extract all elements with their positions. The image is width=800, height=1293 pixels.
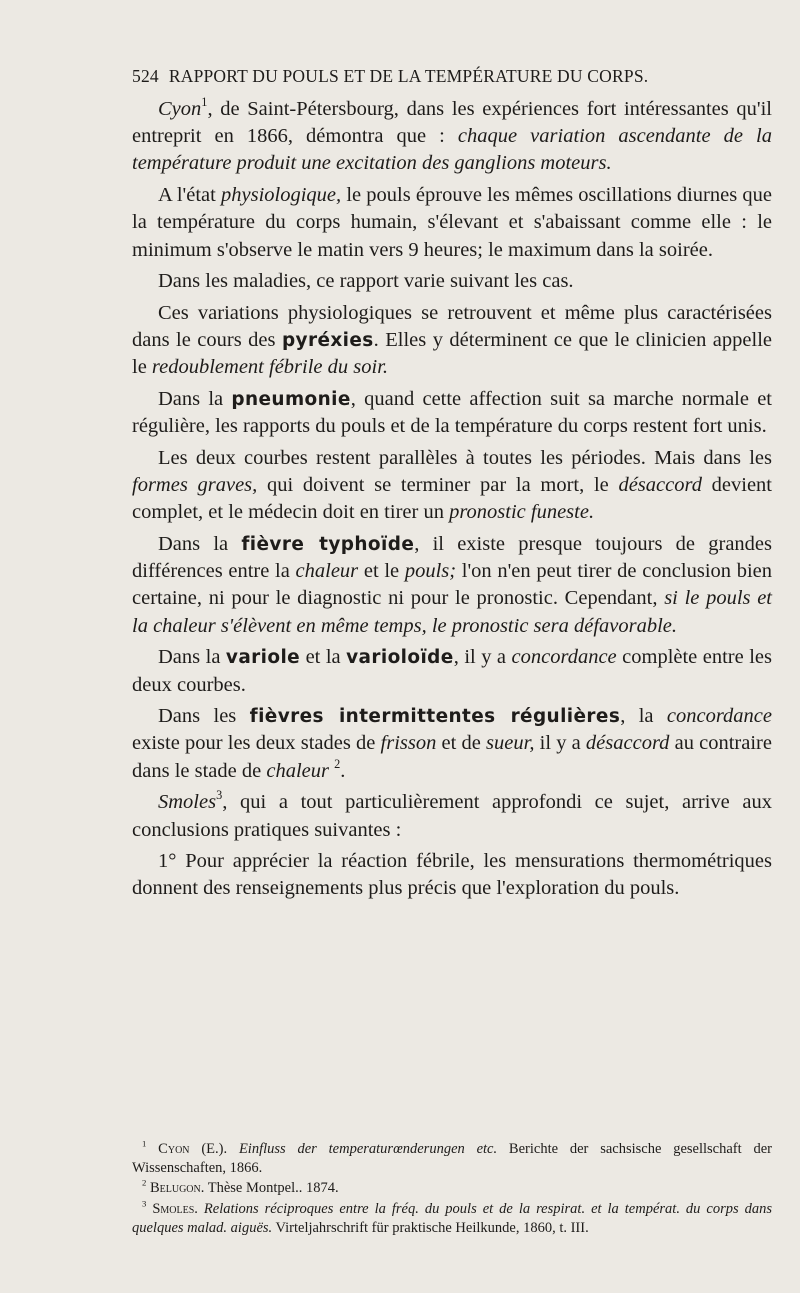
italic-text: frisson	[380, 732, 437, 755]
italic-text: chaleur	[295, 560, 359, 583]
italic-text: désaccord	[618, 474, 702, 497]
text-run: existe pour les deux stades de	[132, 732, 381, 755]
bold-term: variole	[225, 647, 301, 669]
italic-text: physiologique,	[221, 184, 342, 207]
paragraph	[132, 644, 772, 698]
text-run: et la	[300, 646, 347, 669]
text-run: , il existe presque toujours de grandes différences entre la	[132, 533, 772, 583]
text-run: complète entre les deux courbes.	[132, 646, 772, 696]
text-run: . Thèse Montpel.. 1874.	[200, 1180, 339, 1197]
text-run: 1° Pour apprécier la réaction fébrile, les mensurations thermométriques donnent des renseignements plus précis que l'exploration du pouls.	[132, 850, 772, 900]
italic-text: concordance	[666, 705, 772, 728]
text-run: le pouls éprouve les mêmes oscillations diurnes que la température du corps humain, s'élevant et s'abaissant comme elle : le minimum s'observe le matin vers 9 heures; le maximum dans la soirée.	[132, 184, 772, 261]
paragraph	[132, 268, 772, 295]
text-run: et le	[358, 560, 405, 583]
text-run: (E.).	[189, 1141, 239, 1157]
text-run: Ces variations physiologiques se retrouvent et même plus caractérisées dans le cours des	[132, 301, 772, 352]
italic-text: si le pouls et la chaleur s'élèvent en même temps, le pronostic sera défavorable.	[132, 587, 773, 637]
italic-text: Relations réciproques entre la fréq. du pouls et de la respirat. et la températ. du corps dans quelques malad. aiguës.	[132, 1200, 772, 1236]
page-number: 524	[132, 66, 159, 86]
text-run: Dans la	[158, 533, 242, 556]
italic-text: pouls;	[404, 560, 457, 583]
body-text	[132, 96, 772, 903]
italic-text: formes graves,	[132, 474, 258, 497]
text-run: qui doivent se terminer par la mort, le	[257, 474, 619, 497]
text-run: .	[194, 1200, 204, 1217]
text-run: , qui a tout particulièrement approfondi ce sujet, arrive aux conclusions pratiques suivantes :	[132, 791, 772, 841]
page-header	[132, 66, 772, 87]
text-run: , la	[620, 705, 667, 728]
bold-term: pneumonie	[231, 389, 351, 411]
text-run: il y a	[534, 732, 586, 755]
footnote	[132, 1140, 772, 1178]
italic-text: désaccord	[585, 732, 670, 755]
text-run: Dans les maladies, ce rapport varie suivant les cas.	[158, 270, 574, 293]
italic-text: sueur,	[486, 732, 535, 755]
text-run: , quand cette affection suit sa marche normale et régulière, les rapports du pouls et de la température du corps restent fort unis.	[132, 388, 772, 438]
paragraph	[132, 300, 772, 382]
text-run: Virteljahrschrift für praktische Heilkunde, 1860, t. III.	[272, 1219, 589, 1236]
italic-text: redoublement fébrile du soir.	[151, 356, 389, 379]
paragraph	[132, 848, 772, 902]
text-run: Les deux courbes restent parallèles à toutes les périodes. Mais dans les	[158, 446, 772, 469]
paragraph	[132, 182, 772, 264]
paragraph	[132, 445, 772, 527]
text-run: Dans la	[158, 646, 226, 669]
footnote-ref: 3	[142, 1198, 147, 1209]
footnote-ref: 1	[201, 94, 208, 109]
footnote-ref: 1	[142, 1138, 147, 1149]
text-run: .	[340, 759, 346, 782]
italic-text: pronostic funeste.	[449, 501, 595, 524]
text-run: Berichte der sachsische gesellschaft der Wissenschaften, 1866.	[132, 1141, 773, 1177]
paragraph	[132, 703, 772, 785]
text-run: et de	[436, 732, 487, 755]
text-run: . Elles y déterminent ce que le clinicien appelle le	[132, 329, 772, 379]
italic-text: Smoles	[158, 791, 217, 814]
footnote-ref: 2	[334, 756, 341, 771]
text-run: au contraire dans le stade de	[132, 732, 772, 782]
bold-term: pyréxies	[281, 330, 374, 352]
footnote-ref: 2	[142, 1177, 147, 1188]
text-run: , de Saint-Pétersbourg, dans les expériences fort intéressantes qu'il entreprit en 1866, démontra que :	[132, 98, 772, 148]
text-run: Belugon	[149, 1180, 201, 1197]
text-run: devient complet, et le médecin doit en tirer un	[132, 474, 772, 524]
italic-text: Einfluss der temperaturœnderungen etc.	[238, 1141, 498, 1157]
italic-text: Cyon	[158, 98, 202, 120]
paragraph	[132, 531, 772, 640]
text-run: Dans les	[158, 705, 250, 728]
footnote	[132, 1200, 772, 1238]
bold-term: varioloïde	[346, 647, 454, 669]
italic-text: concordance	[511, 646, 617, 669]
running-title: RAPPORT DU POULS ET DE LA TEMPÉRATURE DU CORPS.	[168, 66, 649, 86]
footnotes	[132, 1140, 772, 1239]
paragraph	[132, 96, 772, 178]
text-run: A l'état	[158, 184, 222, 207]
paragraph	[132, 386, 772, 440]
bold-term: fièvre typhoïde	[241, 534, 415, 556]
text-run: l'on n'en peut tirer de conclusion bien certaine, ni pour le diagnostic ni pour le pronostic. Cependant,	[132, 560, 772, 610]
text-run: Dans la	[158, 388, 232, 411]
italic-text: chaque variation ascendante de la température produit une excitation des ganglions moteurs.	[132, 125, 772, 175]
text-run: Cyon	[158, 1141, 190, 1157]
text-run: , il y a	[453, 646, 512, 669]
bold-term: fièvres intermittentes régulières	[249, 706, 621, 728]
text-run	[146, 1141, 158, 1157]
footnote	[132, 1179, 772, 1198]
paragraph	[132, 789, 772, 843]
text-run: Smoles	[152, 1200, 195, 1217]
footnote-ref: 3	[216, 788, 223, 803]
italic-text: chaleur	[266, 759, 329, 782]
